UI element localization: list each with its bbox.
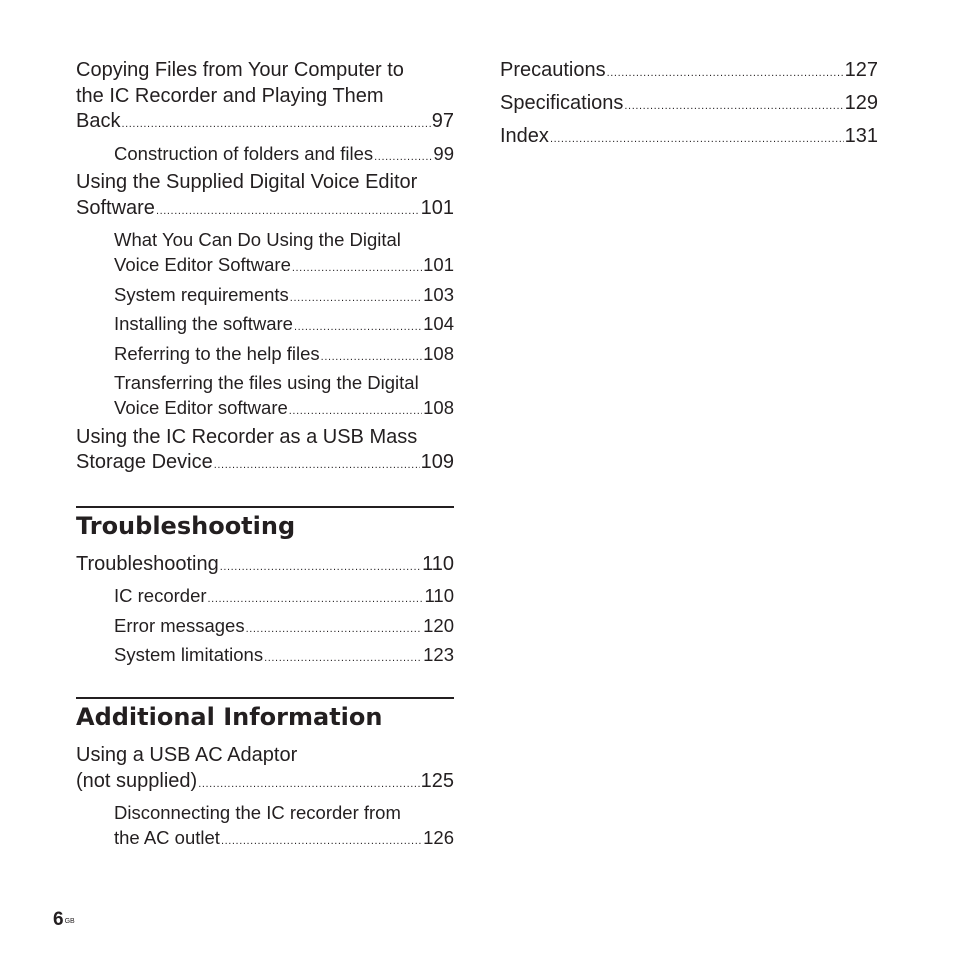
toc-entry-text: Software <box>76 196 155 219</box>
toc-page-number: 101 <box>420 196 454 219</box>
toc-entry-help-files[interactable] <box>76 341 454 366</box>
section-heading-additional-information: Additional Information <box>76 697 454 733</box>
dot-leader <box>289 406 422 417</box>
toc-entry-text: Using the IC Recorder as a USB Mass <box>76 425 418 448</box>
dot-leader <box>208 594 424 605</box>
toc-entry-text: Transferring the files using the Digital <box>114 372 419 393</box>
toc-entry-ic-recorder[interactable] <box>76 583 454 608</box>
dot-leader <box>374 152 432 163</box>
toc-entry-troubleshooting[interactable] <box>76 552 454 578</box>
toc-page-number: 101 <box>423 254 454 275</box>
toc-page-number: 104 <box>423 313 454 334</box>
toc-page-number: 129 <box>844 92 878 114</box>
toc-entry-text: Voice Editor Software <box>114 254 291 275</box>
toc-page-number: 120 <box>423 614 454 636</box>
section-troubleshooting <box>76 506 454 668</box>
dot-leader <box>550 134 844 145</box>
dot-leader <box>221 836 422 847</box>
toc-entry-text: the AC outlet <box>114 827 220 848</box>
toc-entry-usb-ac-adaptor[interactable] <box>76 743 454 794</box>
dot-leader <box>214 460 420 471</box>
toc-entry-text: System limitations <box>114 644 264 665</box>
toc-entry-text: Index <box>500 125 549 147</box>
toc-left-column <box>76 58 454 855</box>
toc-page-number: 131 <box>844 125 878 147</box>
dot-leader <box>220 562 421 573</box>
page-number <box>53 908 75 932</box>
toc-entry-error-messages[interactable] <box>76 613 454 638</box>
toc-page-number: 108 <box>423 342 454 364</box>
page-number-suffix: GB <box>64 918 75 925</box>
toc-page-number: 126 <box>423 827 454 848</box>
toc-entry-system-limitations[interactable] <box>76 642 454 667</box>
dot-leader <box>624 101 843 112</box>
toc-entry-text: Specifications <box>500 92 624 114</box>
toc-entry-installing-software[interactable] <box>76 311 454 336</box>
toc-entry-text: Using the Supplied Digital Voice Editor <box>76 171 418 193</box>
toc-entry-copying-files[interactable] <box>76 58 454 135</box>
toc-entry-text: Using a USB AC Adaptor <box>76 744 298 766</box>
toc-entry-text: Troubleshooting <box>76 552 219 575</box>
toc-page-number: 123 <box>423 644 454 665</box>
toc-entry-text: Error messages <box>114 614 245 636</box>
toc-page-number: 125 <box>420 769 454 792</box>
dot-leader <box>290 293 422 304</box>
toc-entry-index[interactable] <box>500 124 878 150</box>
toc-entry-what-you-can-do[interactable] <box>76 227 454 277</box>
toc-entry-text: Copying Files from Your Computer to <box>76 59 404 81</box>
toc-entry-usb-mass-storage[interactable] <box>76 425 454 476</box>
section-additional-information <box>76 697 454 850</box>
toc-page-number: 103 <box>423 283 454 305</box>
toc-entry-disconnecting[interactable] <box>76 800 454 850</box>
dot-leader <box>198 779 419 790</box>
toc-entry-text: Disconnecting the IC recorder from <box>114 802 401 823</box>
toc-entry-digital-voice-editor[interactable] <box>76 170 454 221</box>
toc-entry-text: Voice Editor software <box>114 397 288 418</box>
dot-leader <box>264 653 422 664</box>
toc-entry-text: Referring to the help files <box>114 342 320 364</box>
toc-entry-precautions[interactable] <box>500 58 878 84</box>
toc-page-number: 109 <box>420 451 454 473</box>
toc-entry-text: the IC Recorder and Playing Them <box>76 84 384 107</box>
toc-entry-text: What You Can Do Using the Digital <box>114 229 401 250</box>
dot-leader <box>121 119 430 130</box>
toc-page-number: 97 <box>431 110 454 132</box>
toc-page-number: 110 <box>424 585 454 606</box>
toc-entry-transferring-files[interactable] <box>76 370 454 420</box>
toc-page-number: 127 <box>844 59 878 81</box>
section-heading-troubleshooting: Troubleshooting <box>76 506 454 542</box>
dot-leader <box>321 352 422 363</box>
dot-leader <box>156 206 420 217</box>
toc-entry-text: Storage Device <box>76 451 213 473</box>
page-number-value: 6 <box>53 909 64 930</box>
toc-entry-text: (not supplied) <box>76 769 198 792</box>
toc-entry-text: System requirements <box>114 283 289 305</box>
toc-entry-text: IC recorder <box>114 585 207 606</box>
toc-entry-specifications[interactable] <box>500 91 878 117</box>
toc-entry-construction-of-folders[interactable] <box>76 141 454 166</box>
toc-entry-text: Precautions <box>500 59 606 81</box>
dot-leader <box>607 68 844 79</box>
toc-right-column <box>500 58 878 157</box>
toc-entry-text: Construction of folders and files <box>114 142 374 164</box>
toc-page-number: 108 <box>423 397 454 418</box>
toc-entry-text: Installing the software <box>114 313 293 334</box>
toc-entry-text: Back <box>76 110 121 132</box>
dot-leader <box>292 263 422 274</box>
toc-page-number: 99 <box>433 142 454 164</box>
toc-page-number: 110 <box>422 552 454 575</box>
toc-entry-system-requirements[interactable] <box>76 282 454 307</box>
dot-leader <box>294 322 422 333</box>
dot-leader <box>246 624 423 635</box>
